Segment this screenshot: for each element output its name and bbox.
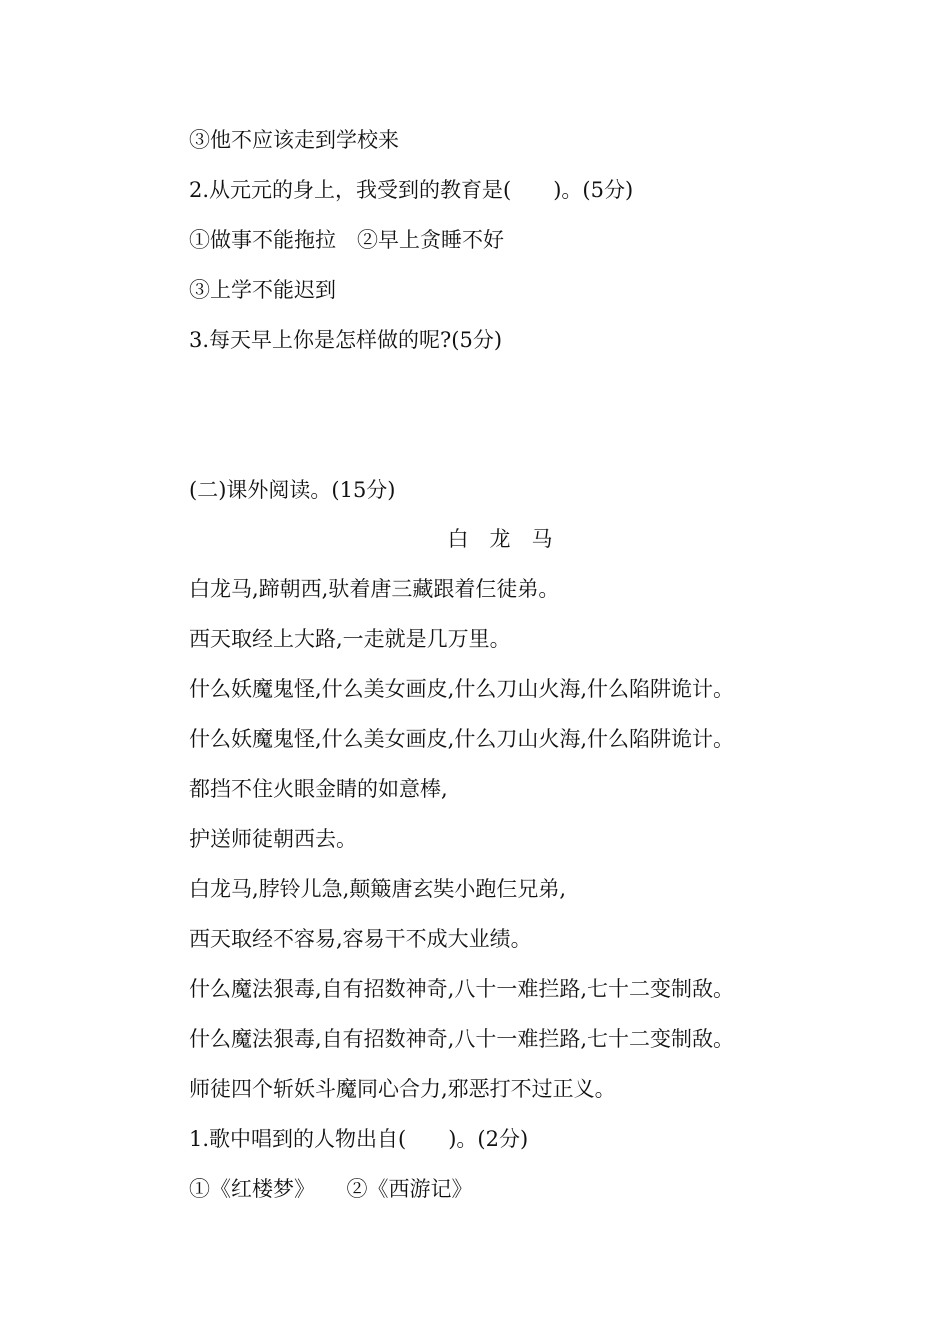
poem-line: 护送师徒朝西去。 [189, 827, 357, 851]
poem-line: 什么妖魔鬼怪,什么美女画皮,什么刀山火海,什么陷阱诡计。 [189, 727, 735, 751]
question-2: 2.从元元的身上，我受到的教育是( )。(5分) [189, 178, 634, 202]
question-1: 1.歌中唱到的人物出自( )。(2分) [189, 1127, 529, 1151]
question-1-options: ①《红楼梦》 ②《西游记》 [189, 1177, 473, 1201]
option-3-text: ③他不应该走到学校来 [189, 128, 399, 152]
section-heading: (二)课外阅读。(15分) [189, 478, 396, 502]
question-2-options: ①做事不能拖拉 ②早上贪睡不好 [189, 228, 504, 252]
poem-line: 什么魔法狠毒,自有招数神奇,八十一难拦路,七十二变制敌。 [189, 1027, 735, 1051]
poem-line: 西天取经上大路,一走就是几万里。 [189, 627, 511, 651]
poem-title: 白 龙 马 [447, 527, 553, 551]
poem-line: 白龙马,脖铃儿急,颠簸唐玄奘小跑仨兄弟, [189, 877, 567, 901]
poem-line: 什么妖魔鬼怪,什么美女画皮,什么刀山火海,什么陷阱诡计。 [189, 677, 735, 701]
question-3: 3.每天早上你是怎样做的呢?(5分) [189, 328, 503, 352]
question-2-option-3: ③上学不能迟到 [189, 278, 336, 302]
poem-line: 都挡不住火眼金睛的如意棒, [189, 777, 448, 801]
poem-line: 什么魔法狠毒,自有招数神奇,八十一难拦路,七十二变制敌。 [189, 977, 735, 1001]
poem-line: 师徒四个斩妖斗魔同心合力,邪恶打不过正义。 [189, 1077, 616, 1101]
poem-line: 白龙马,蹄朝西,驮着唐三藏跟着仨徒弟。 [189, 577, 560, 601]
poem-line: 西天取经不容易,容易干不成大业绩。 [189, 927, 532, 951]
